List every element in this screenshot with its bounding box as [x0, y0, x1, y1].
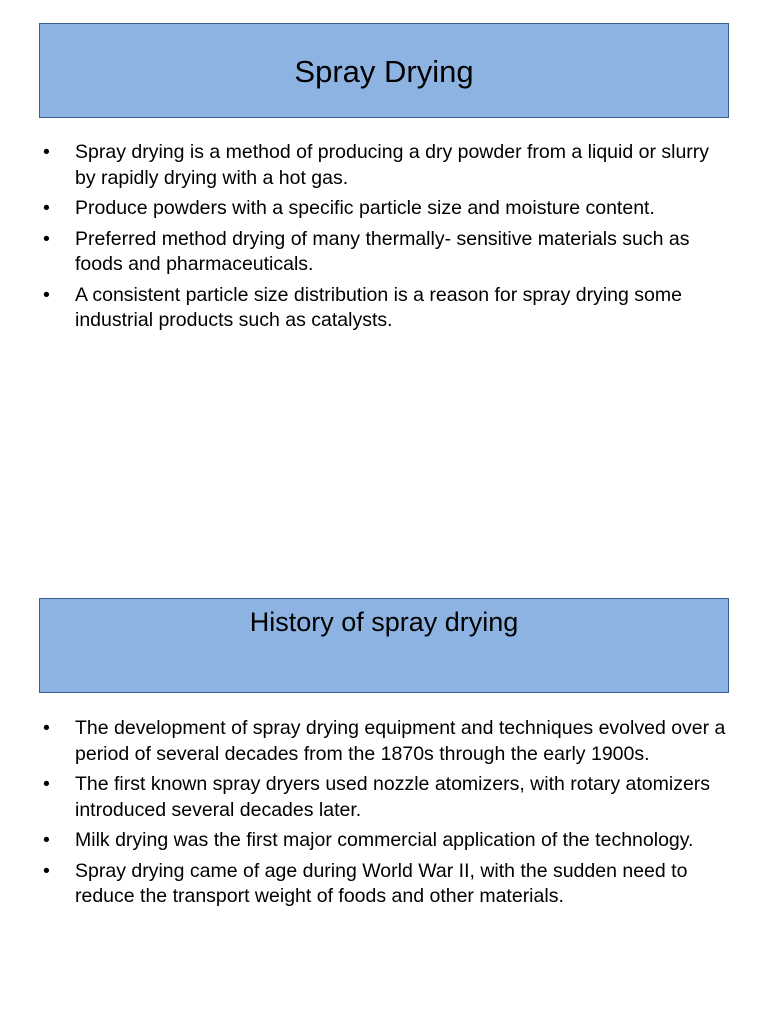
bullet-item	[40, 227, 730, 278]
slide-history-of-spray-drying	[0, 576, 768, 1024]
bullet-item	[40, 859, 730, 910]
bullet-text: Produce powders with a specific particle size and moisture content.	[75, 197, 655, 219]
slide-title: History of spray drying	[249, 607, 519, 637]
bullet-list	[40, 140, 730, 339]
slide-title: Spray Drying	[294, 54, 474, 89]
bullet-marker: •	[43, 227, 50, 250]
bullet-text: Spray drying is a method of producing a dry powder from a liquid or slurry by rapidly drying with a hot gas.	[75, 141, 710, 189]
slide-title-bar	[39, 598, 729, 693]
bullet-item	[40, 772, 730, 823]
bullet-marker: •	[43, 829, 50, 851]
bullet-marker: •	[43, 773, 50, 795]
bullet-item	[40, 283, 730, 334]
bullet-marker: •	[43, 283, 50, 306]
slide-title-bar	[39, 23, 729, 118]
bullet-item	[40, 716, 730, 767]
bullet-text: Preferred method drying of many thermally- sensitive materials such as foods and pharmaceuticals.	[75, 227, 690, 275]
bullet-marker: •	[43, 859, 50, 882]
bullet-item	[40, 828, 730, 854]
bullet-item	[40, 140, 730, 191]
bullet-marker: •	[43, 717, 50, 739]
bullet-list	[40, 716, 730, 915]
bullet-text: The first known spray dryers used nozzle atomizers, with rotary atomizers introduced several decades later.	[75, 773, 711, 821]
bullet-item	[40, 196, 730, 222]
bullet-marker: •	[43, 197, 50, 219]
bullet-text: Spray drying came of age during World War II, with the sudden need to reduce the transport weight of foods and other materials.	[75, 859, 688, 907]
bullet-text: Milk drying was the first major commercial application of the technology.	[75, 829, 694, 851]
bullet-marker: •	[43, 141, 50, 163]
bullet-text: The development of spray drying equipment and techniques evolved over a period of several decades from the 1870s through the early 1900s.	[75, 717, 726, 765]
bullet-text: A consistent particle size distribution is a reason for spray drying some industrial products such as catalysts.	[75, 283, 682, 331]
